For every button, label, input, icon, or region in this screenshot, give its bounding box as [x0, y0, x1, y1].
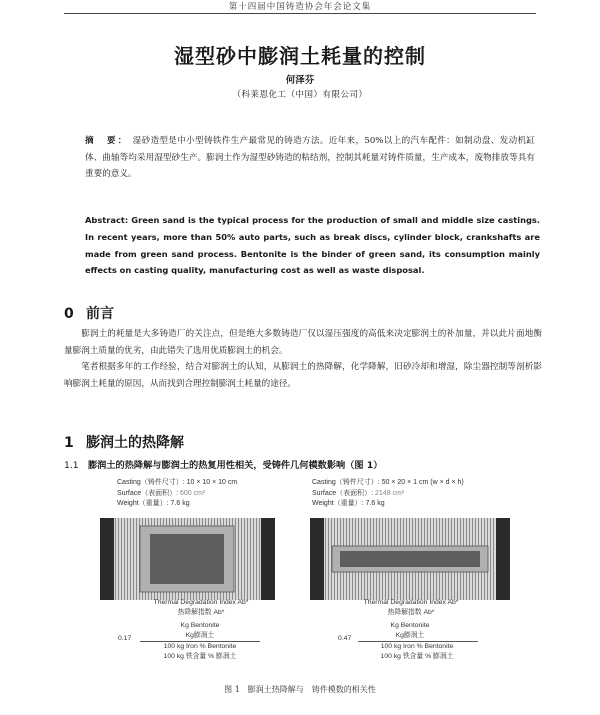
right-fraction-bar — [358, 641, 478, 642]
right-casting-size: Casting（铸件尺寸）: 50 × 20 × 1 cm (w × d × h) — [312, 479, 464, 486]
right-formula-denominator: 100 kg Iron % Bentonite 100 kg 铁含量 % 膨润土 — [380, 643, 454, 660]
figure-right-labels — [312, 478, 532, 510]
section-0-heading — [64, 303, 114, 323]
section-1-heading — [64, 432, 184, 452]
left-formula-numerator: Kg Bentonite Kg膨润土 — [180, 622, 220, 639]
right-weight: Weight（重量）: 7.6 kg — [312, 500, 385, 507]
left-mold — [100, 518, 275, 600]
right-casting-plate — [340, 551, 480, 567]
paper-title: 湿型砂中膨润土耗量的控制 — [174, 44, 426, 68]
header-rule — [64, 13, 536, 14]
left-fraction-bar — [140, 641, 260, 642]
affiliation: （科莱恩化工（中国）有限公司） — [232, 90, 368, 100]
left-tdi-label: Thermal Degradation Index Ab* 热降解指数 Ab* — [153, 599, 249, 616]
left-mold-flask-left — [100, 518, 114, 600]
section-0-title: 前言 — [86, 306, 114, 322]
right-formula-numerator: Kg Bentonite Kg膨润土 — [390, 622, 430, 639]
abstract-en-label: Abstract: — [85, 215, 129, 225]
subsection-1-1-text: 膨润土的热降解与膨润土的热复用性相关，受铸件几何模数影响（图 1） — [88, 460, 383, 471]
right-tdi-label: Thermal Degradation Index Ab* 热降解指数 Ab* — [363, 599, 459, 616]
mold-illustrations — [100, 518, 520, 600]
section-1-title: 膨润土的热降解 — [86, 435, 184, 451]
right-mold-flask-right — [496, 518, 510, 600]
left-weight: Weight（重量）: 7.6 kg — [117, 500, 190, 507]
left-formula-denominator: 100 kg Iron % Bentonite 100 kg 铁含量 % 膨润土 — [163, 643, 237, 660]
left-surface-value: 600 cm² — [180, 489, 206, 497]
abstract-cn-label: 摘 要： — [85, 136, 129, 146]
subsection-1-1-number: 1.1 — [64, 460, 79, 471]
figure-caption: 图 1 膨润土热降解与 铸件模数的相关性 — [224, 685, 376, 694]
abstract-en-text: Green sand is the typical process for the production of small and middle size castings. In recent years, more than 50% auto parts, such as break discs, cylinder block, crankshafts are made from green sand process. Bentonite is the binder of green sand, its consumption mainly effects on casting quality, manufacturing cost as well as waste disposal. — [85, 215, 541, 276]
section-0-paragraph-1: 膨润土的耗量是大多铸造厂的关注点，但是绝大多数铸造厂仅以湿压强度的高低来决定膨润土的补加量，并以此片面地衡量膨润土质量的优劣，由此错失了选用优质膨润土的机会。 — [64, 329, 542, 356]
right-mold-flask-left — [310, 518, 324, 600]
right-tdi-value: 0.47 — [338, 635, 352, 642]
abstract-cn-text: 湿砂造型是中小型铸铁件生产最常见的铸造方法。近年来，50%以上的汽车配件：如制动盘、发动机缸体、曲轴等均采用湿型砂生产。膨润土作为湿型砂铸造的粘结剂，控制其耗量对铸件质量，生产成本，废物排放等具有重要的意义。 — [85, 136, 535, 179]
section-0-number: 0 — [64, 306, 74, 322]
section-1-number: 1 — [64, 435, 74, 451]
abstract-chinese — [85, 133, 535, 183]
right-surface: Surface（表面积）: 2148 cm² — [312, 489, 405, 497]
abstract-english — [85, 212, 540, 279]
left-casting-cube — [150, 534, 224, 584]
left-casting-size: Casting（铸件尺寸）: 10 × 10 × 10 cm — [117, 479, 238, 486]
left-surface: Surface（表面积）: 600 cm² — [117, 489, 206, 497]
left-tdi-value: 0.17 — [118, 635, 132, 642]
right-surface-value: 2148 cm² — [375, 489, 405, 497]
left-mold-flask-right — [261, 518, 275, 600]
author: 何泽芬 — [285, 75, 315, 86]
running-header: 第十四届中国铸造协会年会论文集 — [228, 2, 372, 12]
section-0-paragraph-2: 笔者根据多年的工作经验，结合对膨润土的认知，从膨润土的热降解，化学降解，旧砂冷却和增湿，除尘器控制等剖析影响膨润土耗量的原因，从而找到合理控制膨润土耗量的途径。 — [64, 362, 542, 389]
right-mold — [310, 518, 510, 600]
figure-left-labels — [117, 478, 317, 510]
subsection-1-1 — [64, 457, 382, 471]
